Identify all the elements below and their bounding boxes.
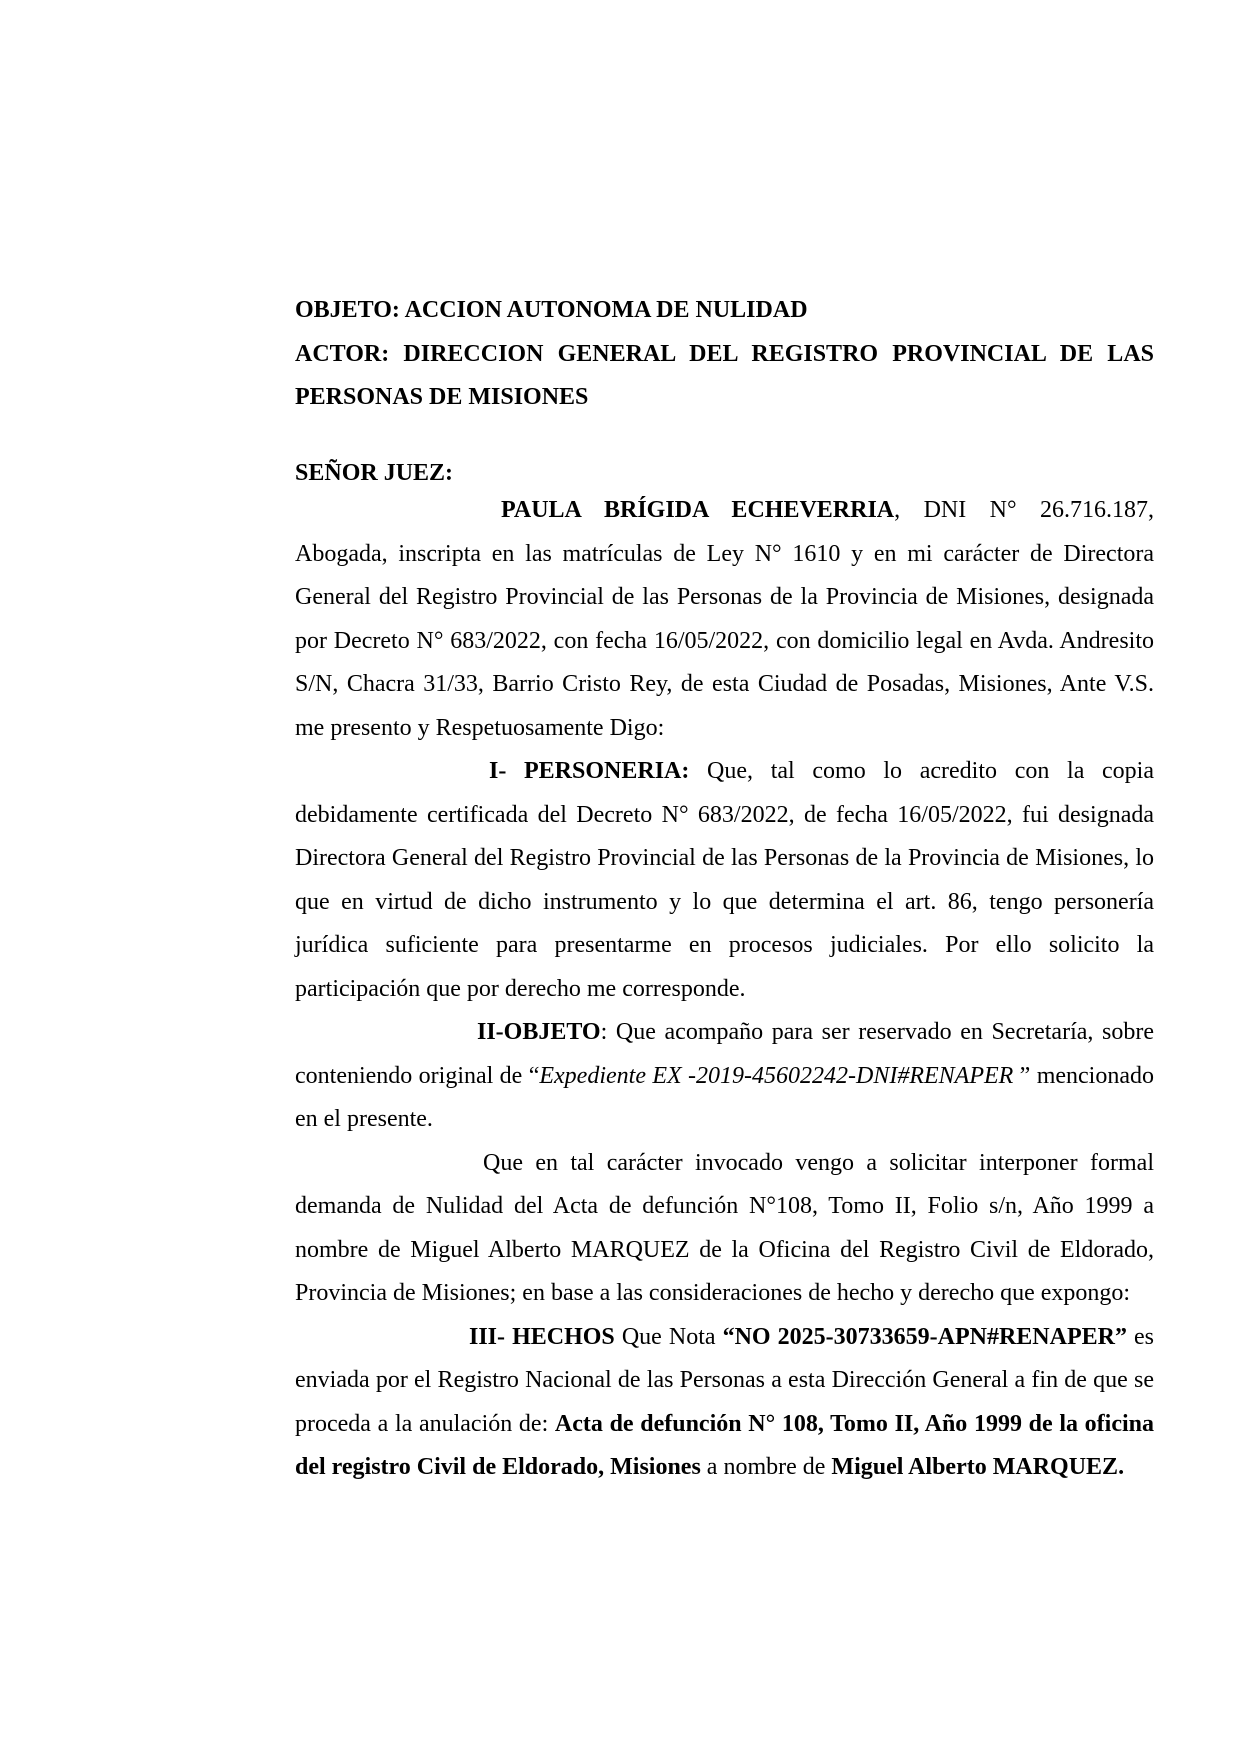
objeto-paragraph	[295, 1011, 1154, 1142]
objeto-text-after: ” mencionado en el presente.	[295, 1062, 1154, 1132]
actor-line-1: ACTOR: DIRECCION GENERAL DEL REGISTRO PROVINCIAL DE LAS	[295, 340, 1154, 367]
hechos-text-3: a nombre de	[700, 1454, 832, 1480]
acta-reference: Acta de defunción N° 108, Tomo II, Año 1999 de la oficina del registro Civil de Eldorado, Misiones	[295, 1410, 1155, 1480]
objeto-heading: II-OBJETO	[477, 1019, 601, 1045]
intro-text: , DNI N° 26.716.187, Abogada, inscripta en las matrículas de Ley N° 1610 y en mi carácter de Directora General del Registro Provincial de las Personas de la Provincia de Misiones, designada por Decreto N° 683/2022, con fecha 16/05/2022, con domicilio legal en Avda. Andresito S/N, Chacra 31/33, Barrio Cristo Rey, de esta Ciudad de Posadas, Misiones, Ante V.S. me presento y Respetuosamente Digo:	[295, 497, 1155, 741]
actor-line-2: PERSONAS DE MISIONES	[295, 384, 589, 410]
hechos-text-1: Que Nota	[614, 1323, 723, 1350]
hechos-heading: III- HECHOS	[469, 1323, 615, 1350]
objeto-text-before: : Que acompaño para ser reservado en Secretaría, sobre conteniendo original de “	[295, 1019, 1154, 1089]
signer-name: PAULA BRÍGIDA ECHEVERRIA	[501, 497, 895, 523]
document-header	[295, 289, 1154, 420]
hechos-paragraph	[295, 1316, 1154, 1490]
intro-paragraph	[295, 489, 1154, 750]
expediente-reference: Expediente EX -2019-45602242-DNI#RENAPER	[539, 1062, 1014, 1089]
objeto-line: OBJETO: ACCION AUTONOMA DE NULIDAD	[295, 297, 808, 323]
hechos-text-2: es enviada por el Registro Nacional de las Personas a esta Dirección General a fin de que se proceda a la anulación de:	[295, 1323, 1155, 1437]
demanda-paragraph: Que en tal carácter invocado vengo a solicitar interponer formal demanda de Nulidad del Acta de defunción N°108, Tomo II, Folio s/n, Año 1999 a nombre de Miguel Alberto MARQUEZ de la Oficina del Registro Civil de Eldorado, Provincia de Misiones; en base a las consideraciones de hecho y derecho que expongo:	[295, 1149, 1154, 1306]
salutation: SEÑOR JUEZ:	[295, 460, 454, 486]
personeria-heading: I- PERSONERIA:	[489, 758, 690, 784]
personeria-paragraph	[295, 750, 1154, 1011]
document-body	[295, 489, 1154, 1490]
deceased-name: Miguel Alberto MARQUEZ.	[831, 1454, 1125, 1480]
personeria-text: Que, tal como lo acredito con la copia debidamente certificada del Decreto N° 683/2022, de fecha 16/05/2022, fui designada Directora General del Registro Provincial de las Personas de la Provincia de Misiones, lo que en virtud de dicho instrumento y lo que determina el art. 86, tengo personería jurídica suficiente para presentarme en procesos judiciales. Por ello solicito la participación que por derecho me corresponde.	[295, 758, 1154, 1002]
nota-reference: “NO 2025-30733659-APN#RENAPER”	[722, 1323, 1127, 1350]
